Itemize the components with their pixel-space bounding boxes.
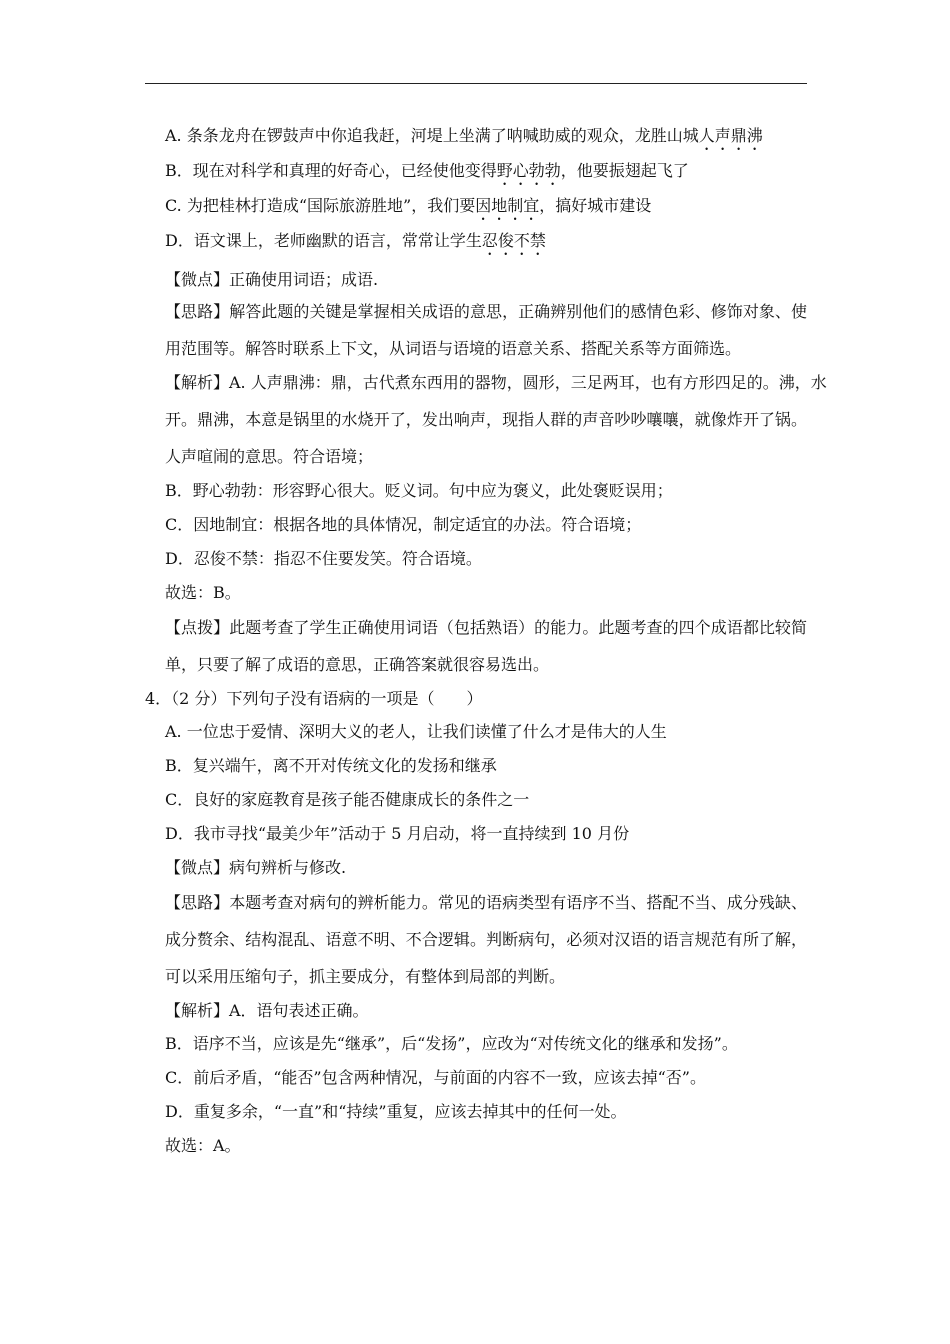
q4-option-d: D．我市寻找“最美少年”活动于 5 月启动，将一直持续到 10 月份 [165,824,630,843]
q3-option-c [165,196,651,224]
q3-jiexi-line-2: 开。鼎沸，本意是锅里的水烧开了，发出响声，现指人群的声音吵吵嚷嚷，就像炸开了锅。 [165,410,807,429]
q4-silu-line-3: 可以采用压缩句子，抓主要成分，有整体到局部的判断。 [165,967,566,986]
q3-silu-line-2: 用范围等。解答时联系上下文，从词语与语境的语意关系、搭配关系等方面筛选。 [165,339,742,358]
q3-jiexi-line-3: 人声喧闹的意思。符合语境； [165,447,374,466]
q4-option-c: C．良好的家庭教育是孩子能否健康成长的条件之一 [165,790,530,809]
q4-jiexi-c: C．前后矛盾，“能否”包含两种情况，与前面的内容不一致，应该去掉“否”。 [165,1068,706,1087]
q3-option-d-text: D．语文课上，老师幽默的语言，常常让学生 [165,231,482,250]
header-rule [145,83,807,84]
q3-option-c-tail: ，搞好城市建设 [539,196,652,215]
q4-jiexi-d: D．重复多余，“一直”和“持续”重复，应该去掉其中的任何一处。 [165,1102,627,1121]
q3-option-b-text: B．现在对科学和真理的好奇心，已经使他变得 [165,161,497,180]
q3-jiexi-b: B．野心勃勃：形容野心很大。贬义词。句中应为褒义，此处褒贬误用； [165,481,673,500]
q4-jiexi-a: 【解析】A．语句表述正确。 [165,1001,369,1020]
q3-silu-line-1: 【思路】解答此题的关键是掌握相关成语的意思，正确辨别他们的感情色彩、修饰对象、使 [165,302,807,321]
q3-option-b-idiom: 野心勃勃 [496,161,561,180]
q4-option-b: B．复兴端午，离不开对传统文化的发扬和继承 [165,756,497,775]
q3-dianbo-line-1: 【点拨】此题考查了学生正确使用词语（包括熟语）的能力。此题考查的四个成语都比较简 [165,618,807,637]
q3-option-b-tail: ，他要振翅起飞了 [560,161,689,180]
q4-answer: 故选：A。 [165,1136,241,1155]
q4-jiexi-b: B．语序不当，应该是先“继承”，后“发扬”，应改为“对传统文化的继承和发扬”。 [165,1034,738,1053]
q3-option-d-idiom: 忍俊不禁 [481,231,546,250]
q4-option-a: A. 一位忠于爱情、深明大义的老人，让我们读懂了什么才是伟大的人生 [165,722,667,741]
q4-weidian: 【微点】病句辨析与修改. [165,858,347,877]
q3-option-a [165,126,763,154]
q3-weidian: 【微点】正确使用词语；成语. [165,270,379,289]
q3-answer: 故选：B。 [165,583,241,602]
q3-option-b [165,161,689,189]
q4-silu-line-1: 【思路】本题考查对病句的辨析能力。常见的语病类型有语序不当、搭配不当、成分残缺、 [165,893,807,912]
q3-dianbo-line-2: 单，只要了解了成语的意思，正确答案就很容易选出。 [165,655,550,674]
q3-jiexi-c: C．因地制宜：根据各地的具体情况，制定适宜的办法。符合语境； [165,515,642,534]
q3-option-a-idiom: 人声鼎沸 [698,126,763,145]
q3-option-c-text: C. 为把桂林打造成“国际旅游胜地”，我们要 [165,196,476,215]
q4-silu-line-2: 成分赘余、结构混乱、语意不明、不合逻辑。判断病句，必须对汉语的语言规范有所了解， [165,930,807,949]
q3-option-a-text: A. 条条龙舟在锣鼓声中你追我赶，河堤上坐满了呐喊助威的观众，龙胜山城 [165,126,699,145]
q3-jiexi-d: D．忍俊不禁：指忍不住要发笑。符合语境。 [165,549,482,568]
q3-jiexi-line-1: 【解析】A. 人声鼎沸：鼎，古代煮东西用的器物，圆形，三足两耳，也有方形四足的。沸，水 [165,373,827,392]
q3-option-c-idiom: 因地制宜 [475,196,540,215]
q3-option-d [165,231,546,259]
q4-stem: 4．（2 分）下列句子没有语病的一项是（ ） [145,689,483,708]
